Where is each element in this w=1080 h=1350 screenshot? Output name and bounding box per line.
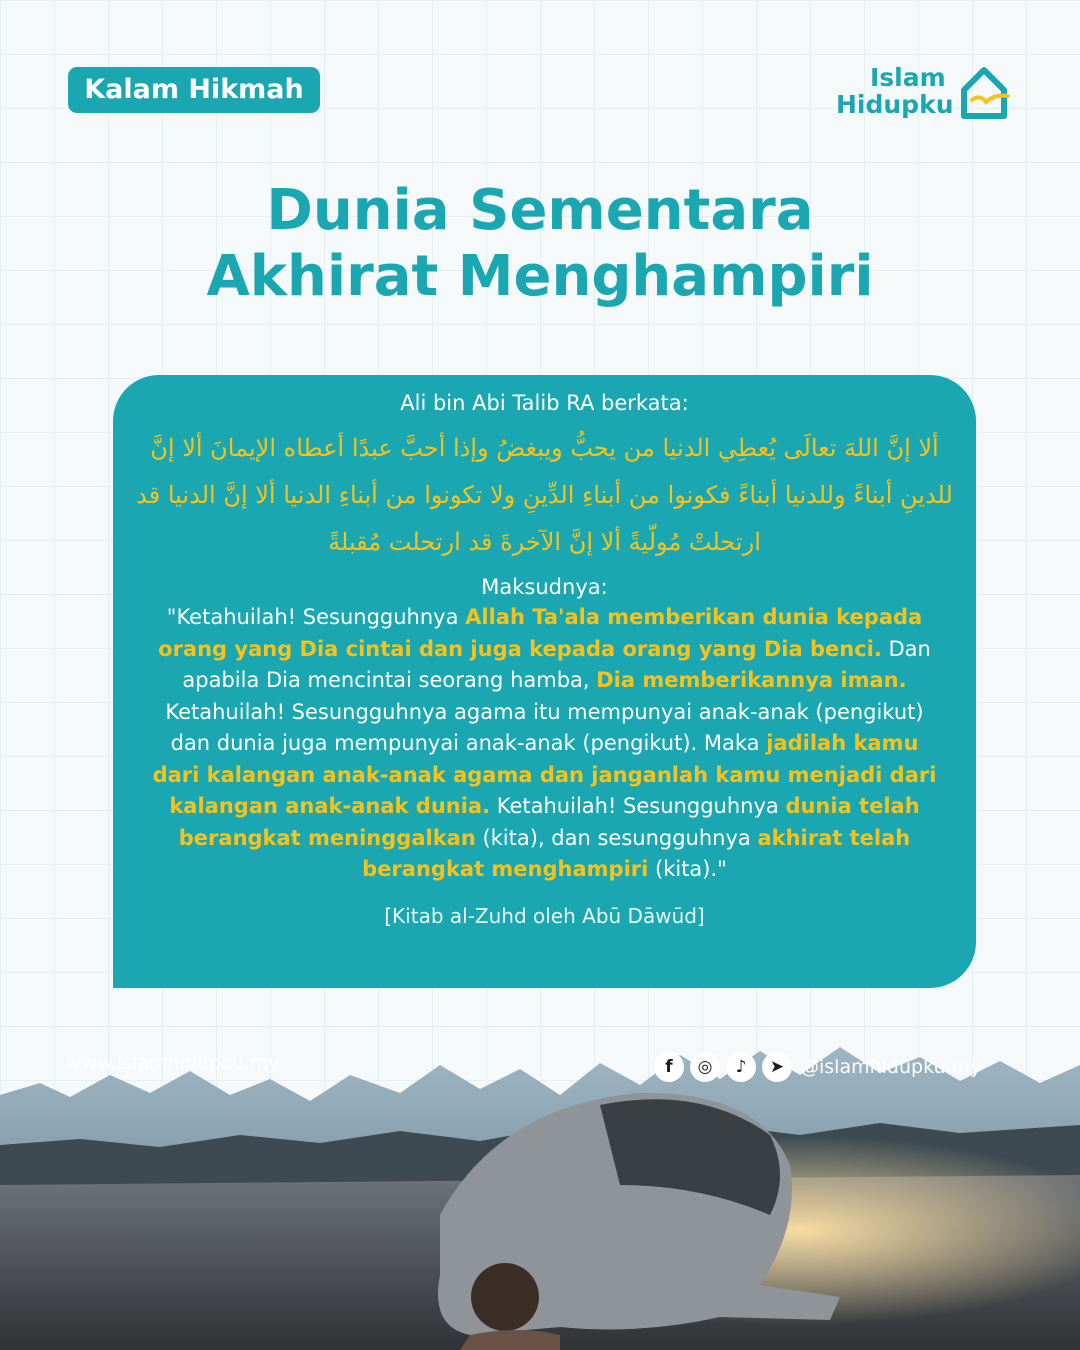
page-title <box>0 178 1080 310</box>
translation-highlight: jadilah kamu dari kalangan anak-anak agama dan janganlah kamu menjadi dari kalangan anak-anak dunia. <box>152 731 937 818</box>
quote-card <box>113 375 976 988</box>
translation-segment: (kita), dan sesungguhnya <box>475 825 758 850</box>
title-line2: Akhirat Menghampiri <box>206 244 874 309</box>
logo-line1: Islam <box>870 63 946 92</box>
logo <box>832 64 1032 128</box>
social-links <box>654 1052 981 1082</box>
telegram-icon[interactable]: ➤ <box>762 1052 792 1082</box>
arabic-text: ألا إنَّ اللهَ تعالَى يُعطِي الدنيا من يحبُّ ويبغضُ وإذا أحبَّ عبدًا أعطاه الإيمانَ ألا إنَّ للدينِ أبناءً وللدنيا أبناءً فكونوا من أبناءِ الدِّينِ ولا تكونوا من أبناءِ الدنيا ألا إنَّ الدنيا قد ارتحلتْ مُولّيةً ألا إنَّ الآخرةَ قد ارتحلت مُقبلةً <box>136 434 953 556</box>
translation-segment: Dan apabila Dia mencintai seorang hamba, <box>182 636 931 692</box>
translation-highlight: akhirat telah berangkat menghampiri <box>362 825 911 881</box>
title-line1: Dunia Sementara <box>266 178 814 243</box>
translation-segment: "Ketahuilah! Sesungguhnya <box>166 605 466 629</box>
logo-text <box>832 64 954 118</box>
website-link[interactable]: www.islamhidupku.my <box>66 1052 280 1074</box>
category-tag: Kalam Hikmah <box>68 67 320 113</box>
translation-segment: Ketahuilah! Sesungguhnya agama itu mempunyai anak-anak (pengikut) dan dunia juga mempunyai anak-anak (pengikut). Maka <box>165 699 924 755</box>
quote-intro: Ali bin Abi Talib RA berkata: <box>400 391 689 415</box>
meaning-label: Maksudnya: <box>481 575 608 599</box>
source-citation: [Kitab al-Zuhd oleh Abū Dāwūd] <box>384 903 705 928</box>
house-book-icon <box>958 64 1016 122</box>
translation-highlight: dunia telah berangkat meninggalkan <box>178 794 920 850</box>
translation-highlight: Dia memberikannya iman. <box>596 668 907 692</box>
instagram-icon[interactable]: ◎ <box>690 1052 720 1082</box>
translation-highlight: Allah Ta'ala memberikan dunia kepada orang yang Dia cintai dan juga kepada orang yang Dia benci. <box>158 605 923 661</box>
logo-line2: Hidupku <box>836 90 954 119</box>
translation-segment: (kita)." <box>648 857 727 881</box>
tiktok-icon[interactable]: ♪ <box>726 1052 756 1082</box>
social-handle: @islamhidupku.my <box>800 1056 982 1078</box>
translation-text <box>135 602 954 886</box>
facebook-icon[interactable]: f <box>654 1052 684 1082</box>
translation-segment: Ketahuilah! Sesungguhnya <box>490 794 786 818</box>
prostration-photo <box>0 1035 1080 1350</box>
